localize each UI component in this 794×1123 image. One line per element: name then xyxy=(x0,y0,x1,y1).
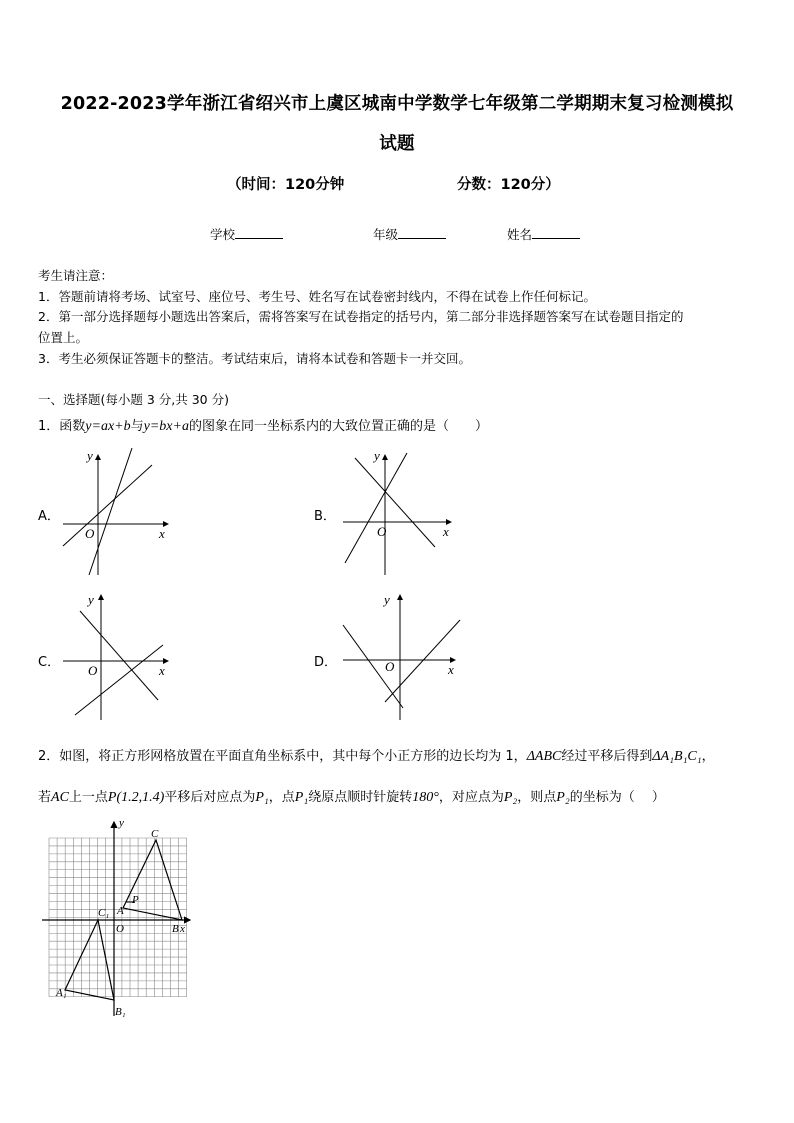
q2-text-9: ，对应点为 xyxy=(438,790,504,805)
option-d-label[interactable]: D． xyxy=(314,655,338,670)
origin-label: O xyxy=(385,659,395,674)
q2-text-8: 绕原点顺时针旋转 xyxy=(308,790,413,805)
school-blank[interactable] xyxy=(235,226,283,239)
q2-text-10: ，则点 xyxy=(517,790,557,805)
notice-heading: 考生请注意： xyxy=(38,268,114,283)
label-a1: A₁ xyxy=(56,987,67,999)
q2-segment-ac: AC xyxy=(51,790,69,805)
y-label: y xyxy=(374,448,380,463)
q2-text-1: 2．如图，将正方形网格放置在平面直角坐标系中，其中每个小正方形的边长均为 1， xyxy=(38,749,527,764)
x-label: x xyxy=(448,662,454,677)
y-label: y xyxy=(384,592,390,607)
label-p: P xyxy=(132,894,139,906)
question-2-line-2 xyxy=(38,786,665,806)
title-line-1: 2022-2023学年浙江省绍兴市上虞区城南中学数学七年级第二学期期末复习检测模拟 xyxy=(60,94,734,114)
option-d-graph[interactable] xyxy=(335,590,465,725)
notice-item-2: 2．第一部分选择题每小题选出答案后，需将答案写在试卷指定的括号内，第二部分非选择题答案写在试卷题目指定的 xyxy=(38,309,684,324)
y-label: y xyxy=(87,448,93,463)
x-label: x xyxy=(443,524,449,539)
label-a: A xyxy=(117,905,124,917)
name-label: 姓名 xyxy=(507,227,533,242)
origin-label: O xyxy=(377,524,387,539)
triangle-abc xyxy=(123,840,182,920)
x-label: x xyxy=(159,663,165,678)
line-2 xyxy=(385,620,460,702)
option-c-graph[interactable] xyxy=(55,590,180,725)
line-2 xyxy=(89,448,132,575)
q2-point-p2-again: P₂ xyxy=(556,790,570,805)
q2-text-4: 若 xyxy=(38,790,52,805)
name-blank[interactable] xyxy=(532,226,580,239)
score-label: 分数：120分） xyxy=(457,177,560,193)
line-1 xyxy=(355,458,435,547)
x-label: x xyxy=(159,526,165,541)
grade-label: 年级 xyxy=(373,227,399,242)
q1-function-2: y=bx+a xyxy=(143,419,189,434)
school-label: 学校 xyxy=(210,227,236,242)
notice-item-3: 3．考生必须保证答题卡的整洁。考试结束后，请将本试卷和答题卡一并交回。 xyxy=(38,351,471,366)
line-2 xyxy=(345,453,407,563)
y-label: y xyxy=(88,592,94,607)
time-label: （时间：120分钟 xyxy=(227,177,345,193)
title-line-2: 试题 xyxy=(379,134,415,154)
label-b1: B₁ xyxy=(115,1006,126,1018)
origin-label: O xyxy=(88,663,98,678)
school-field[interactable] xyxy=(210,225,283,243)
q2-point-p: P(1.2,1.4) xyxy=(107,790,165,805)
question-2-line-1 xyxy=(38,745,715,765)
name-field[interactable] xyxy=(507,225,580,243)
q2-point-p2: P₂ xyxy=(503,790,518,805)
origin-label: O xyxy=(85,526,95,541)
option-b-graph[interactable] xyxy=(335,445,460,580)
option-a-label[interactable]: A． xyxy=(38,509,60,524)
notice-item-2-cont: 位置上。 xyxy=(38,330,89,345)
y-label: y xyxy=(119,818,124,829)
question-1 xyxy=(38,415,488,435)
label-b: B xyxy=(172,923,179,935)
option-a-graph[interactable] xyxy=(55,445,180,580)
q1-text-post: 的图象在同一坐标系内的大致位置正确的是（ ） xyxy=(188,419,488,434)
grade-field[interactable] xyxy=(373,225,446,243)
q2-angle: 180° xyxy=(412,790,439,805)
line-1 xyxy=(63,465,152,546)
q2-text-3: ， xyxy=(701,749,715,764)
q2-text-5: 上一点 xyxy=(68,790,108,805)
notice-item-1: 1．答题前请将考场、试室号、座位号、考生号、姓名写在试卷密封线内，不得在试卷上作任何标记。 xyxy=(38,289,596,304)
label-c1: C₁ xyxy=(98,907,110,919)
q1-text-pre: 1．函数 xyxy=(38,419,86,434)
q2-grid-figure xyxy=(40,818,200,1023)
x-label: x xyxy=(180,923,185,935)
q2-triangle-a1b1c1: ΔA₁B₁C₁ xyxy=(652,749,702,764)
option-b-label[interactable]: B． xyxy=(314,509,336,524)
section-heading: 一、选择题(每小题 3 分,共 30 分) xyxy=(38,392,229,407)
grid-lines xyxy=(49,838,187,997)
grade-blank[interactable] xyxy=(398,226,446,239)
q2-point-p1-again: P₁ xyxy=(294,790,309,805)
q2-text-11: 的坐标为（ ） xyxy=(569,790,665,805)
q2-text-2: 经过平移后得到 xyxy=(561,749,653,764)
line-1 xyxy=(80,611,158,700)
q2-text-7: ，点 xyxy=(268,790,295,805)
q1-text-mid: 与 xyxy=(130,419,144,434)
q2-point-p1: P₁ xyxy=(255,790,269,805)
q1-function-1: y=ax+b xyxy=(85,419,131,434)
origin-label: O xyxy=(116,923,124,935)
option-c-label[interactable]: C． xyxy=(38,655,61,670)
q2-triangle-abc: ΔABC xyxy=(526,749,562,764)
label-c: C xyxy=(151,828,159,840)
q2-text-6: 平移后对应点为 xyxy=(164,790,256,805)
